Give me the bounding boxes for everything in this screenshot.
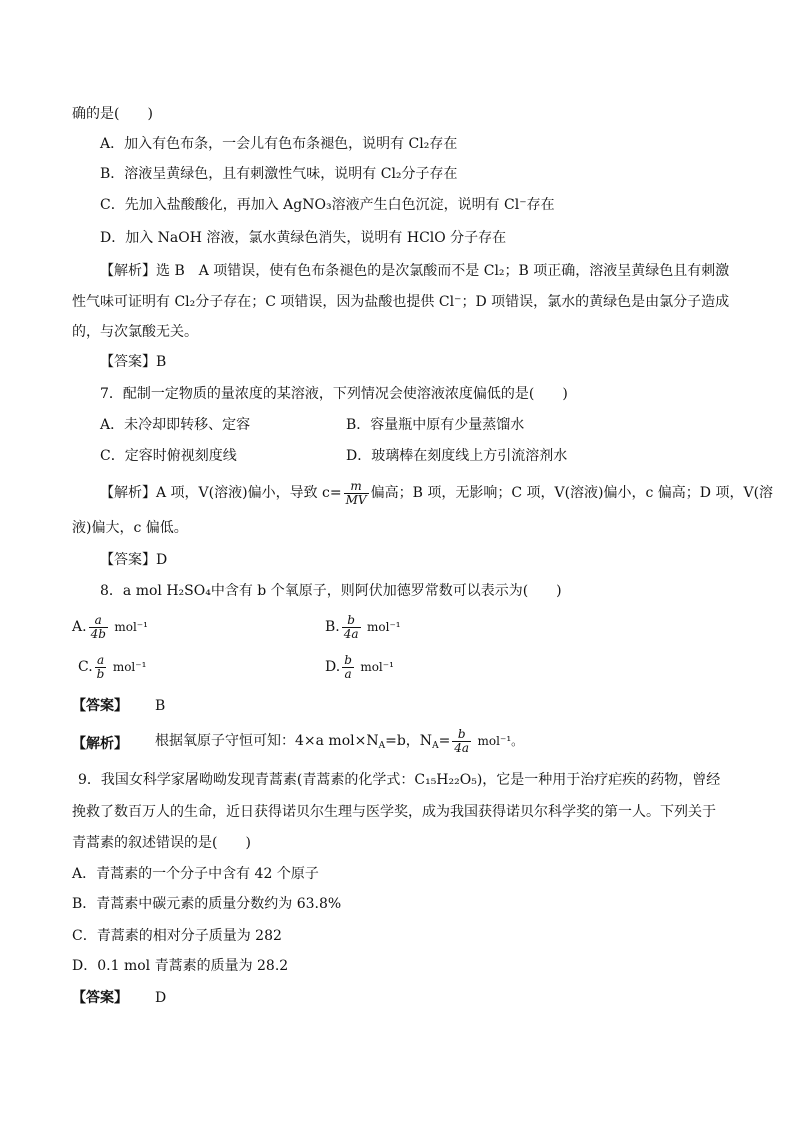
q8-option-a-unit: mol⁻¹ [114,620,148,634]
q6-option-a: A．加入有色布条，一会儿有色布条褪色，说明有 Cl₂存在 [100,136,458,152]
q7-analysis-line-1 [100,478,773,508]
q8-option-d-label: D. [325,659,341,675]
q8-analysis [155,726,523,761]
q9-option-b: B．青蒿素中碳元素的质量分数约为 63.8% [72,896,342,912]
q8-answer-label: 【答案】 [72,698,128,714]
q8-option-c-unit: mol⁻¹ [112,660,147,674]
q7-fraction-denominator: MV [345,492,367,507]
q9-option-c: C．青蒿素的相对分子质量为 282 [72,928,282,944]
q8-option-a-label: A. [72,619,87,635]
q8-option-b [325,612,401,642]
q8-analysis-pre: 根据氧原子守恒可知：4×a mol×N [155,733,379,749]
q8-analysis-denominator: 4a [454,740,470,755]
q8-analysis-label: 【解析】 [72,736,128,752]
q7-stem: 7．配制一定物质的量浓度的某溶液，下列情况会使溶液浓度偏低的是( ) [100,386,568,402]
q8-analysis-subscript-1: A [378,741,386,751]
q8-option-d-denominator: a [344,666,352,681]
q8-analysis-equals: = [438,733,451,749]
q9-stem-line-3: 青蒿素的叙述错误的是( ) [72,835,251,851]
q8-analysis-fraction [452,728,471,755]
q8-option-b-denominator: 4a [343,626,359,641]
q6-option-c: C．先加入盐酸酸化，再加入 AgNO₃溶液产生白色沉淀，说明有 Cl⁻存在 [100,197,555,213]
q6-analysis-line-3: 的，与次氯酸无关。 [72,324,198,340]
q8-analysis-subscript-2: A [432,741,439,751]
q7-fraction-numerator: m [350,478,362,493]
q8-option-d-numerator: b [344,652,352,667]
q7-analysis-pre: 【解析】A 项，V(溶液)偏小，导致 c= [100,485,342,501]
q8-option-a-numerator: a [94,612,102,627]
q6-analysis-line-2: 性气味可证明有 Cl₂分子存在；C 项错误，因为盐酸也提供 Cl⁻；D 项错误，氯水的黄绿色是由氯分子造成 [72,294,730,310]
q8-option-c-label: C. [78,659,93,675]
q8-option-d-fraction [342,654,354,681]
q8-analysis-post: mol⁻¹。 [477,734,524,748]
q8-option-a-fraction [89,614,108,641]
q8-answer-value: B [155,698,166,714]
q7-option-c: C．定容时俯视刻度线 [100,448,237,464]
q8-analysis-mid: =b，N [385,733,433,749]
q8-option-c [78,652,146,682]
q9-stem-line-2: 挽救了数百万人的生命，近日获得诺贝尔生理与医学奖，成为我国获得诺贝尔科学奖的第一人。下列关于 [72,804,716,820]
q8-option-b-fraction [342,614,361,641]
q8-option-b-numerator: b [347,612,355,627]
q7-formula-fraction [344,480,369,507]
q7-option-d: D．玻璃棒在刻度线上方引流溶剂水 [346,448,568,464]
q6-option-d: D．加入 NaOH 溶液，氯水黄绿色消失，说明有 HClO 分子存在 [100,230,507,246]
q8-stem: 8．a mol H₂SO₄中含有 b 个氧原子，则阿伏加德罗常数可以表示为( ) [100,583,562,599]
q6-answer: 【答案】B [100,354,167,370]
q8-option-a-denominator: 4b [90,626,106,641]
q8-option-d-unit: mol⁻¹ [360,660,394,674]
q9-option-d: D．0.1 mol 青蒿素的质量为 28.2 [72,958,289,974]
q6-stem-end: 确的是( ) [72,106,153,122]
q7-analysis-post: 偏高；B 项，无影响；C 项，V(溶液)偏小，c 偏高；D 项，V(溶 [370,485,774,501]
q9-option-a: A．青蒿素的一个分子中含有 42 个原子 [72,866,319,882]
q6-option-b: B．溶液呈黄绿色，且有刺激性气味，说明有 Cl₂分子存在 [100,166,458,182]
q7-option-a: A．未冷却即转移、定容 [100,417,251,433]
q6-analysis-line-1: 【解析】选 B A 项错误，使有色布条褪色的是次氯酸而不是 Cl₂；B 项正确，溶液呈黄绿色且有刺激 [100,263,730,279]
q8-option-c-fraction [95,654,107,681]
q9-answer-value: D [155,990,167,1006]
q7-analysis-line-2: 液)偏大，c 偏低。 [72,520,188,536]
q7-answer: 【答案】D [100,552,168,568]
q8-option-c-denominator: b [96,666,105,681]
q8-option-d [325,652,394,682]
q9-answer-label: 【答案】 [72,990,128,1006]
q7-option-b: B．容量瓶中原有少量蒸馏水 [346,417,525,433]
q8-analysis-numerator: b [457,726,466,741]
q8-option-b-label: B. [325,619,340,635]
q8-option-c-numerator: a [96,652,105,667]
q8-option-a [72,612,148,642]
q9-stem-line-1: 9．我国女科学家屠呦呦发现青蒿素(青蒿素的化学式：C₁₅H₂₂O₅)，它是一种用于治疗疟疾的药物，曾经 [78,772,721,788]
q8-option-b-unit: mol⁻¹ [367,620,401,634]
